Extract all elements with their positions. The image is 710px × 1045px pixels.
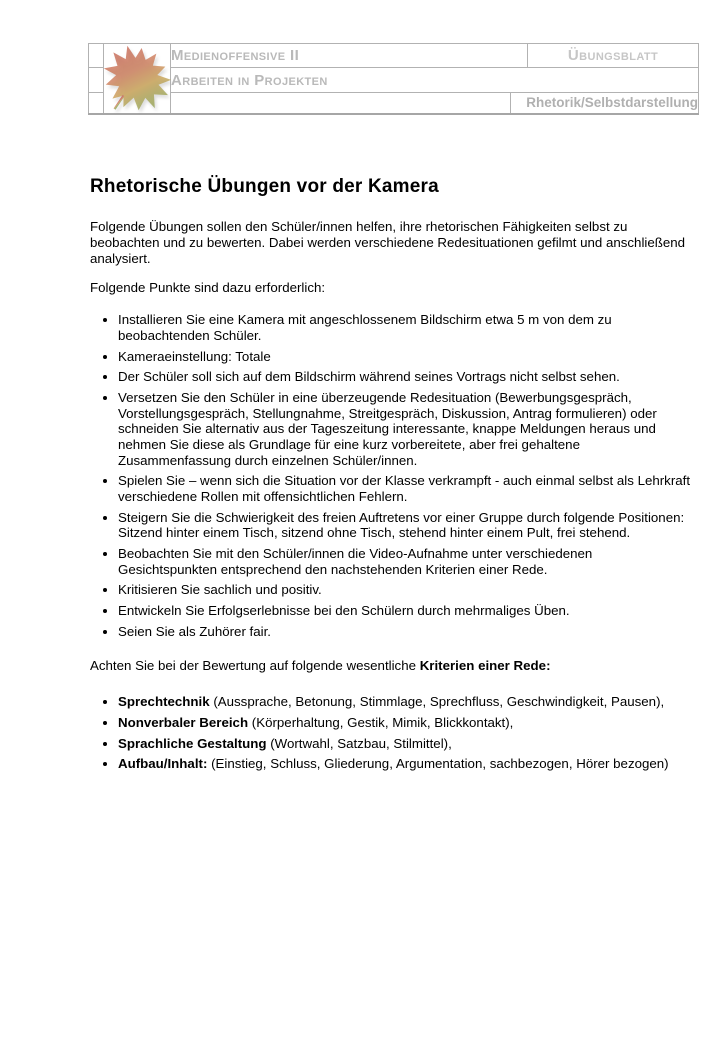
criteria-text: (Körperhaltung, Gestik, Mimik, Blickkontakt), — [251, 714, 514, 730]
points-heading: Folgende Punkte sind dazu erforderlich: — [90, 280, 326, 296]
point-item: • Spielen Sie – wenn sich die Situation vor der Klasse verkrampft - auch einmal selbst als Lehrkraft verschiedene Rollen mit offensichtlichen Fehlern. — [118, 473, 693, 504]
points-list — [90, 312, 693, 639]
project-title: Arbeiten in Projekten — [171, 68, 699, 93]
criteria-list — [90, 694, 693, 772]
document-body — [90, 176, 693, 777]
letterhead-empty-cell — [171, 93, 511, 114]
criteria-item — [118, 715, 693, 731]
maple-leaf-icon — [96, 44, 174, 118]
intro-paragraph: Folgende Übungen sollen den Schüler/innen helfen, ihre rhetorischen Fähigkeiten selbst zu beobachten und zu bewerten. Dabei werden verschiedene Redesituationen gefilmt und anschließend analysiert. — [90, 219, 686, 266]
criteria-lead: Sprachliche Gestaltung — [118, 735, 267, 751]
point-item: • Der Schüler soll sich auf dem Bildschirm während seines Vortrags nicht selbst sehen. — [118, 369, 693, 385]
criteria-item — [118, 736, 693, 752]
criteria-item — [118, 756, 693, 772]
logo-cell — [104, 44, 171, 114]
criteria-text: (Aussprache, Betonung, Stimmlage, Sprechfluss, Geschwindigkeit, Pausen), — [213, 694, 665, 710]
point-item: • Kritisieren Sie sachlich und positiv. — [118, 582, 693, 598]
program-title: Medienoffensive II — [171, 44, 528, 68]
criteria-lead: Sprechtechnik — [118, 694, 210, 710]
criteria-item — [118, 694, 693, 710]
point-item: • Steigern Sie die Schwierigkeit des freien Auftretens vor einer Gruppe durch folgende Positionen: Sitzend hinter einem Tisch, sitzend ohne Tisch, stehend hinter einem Pult, frei stehend. — [118, 510, 693, 541]
point-item: • Seien Sie als Zuhörer fair. — [118, 624, 693, 640]
page-title: Rhetorische Übungen vor der Kamera — [90, 176, 439, 197]
topic-label: Rhetorik/Selbstdarstellung — [511, 93, 699, 114]
criteria-lead: Aufbau/Inhalt: — [118, 756, 208, 772]
criteria-text: (Einstieg, Schluss, Gliederung, Argumentation, sachbezogen, Hörer bezogen) — [211, 756, 669, 772]
criteria-intro-bold: Kriterien einer Rede: — [419, 657, 551, 673]
criteria-intro — [90, 658, 693, 674]
worksheet-badge: Übungsblatt — [528, 44, 699, 68]
point-item: • Entwickeln Sie Erfolgserlebnisse bei den Schülern durch mehrmaliges Üben. — [118, 603, 693, 619]
point-item: • Kameraeinstellung: Totale — [118, 349, 693, 365]
point-item: • Beobachten Sie mit den Schüler/innen die Video-Aufnahme unter verschiedenen Gesichtspunkten entsprechend den nachstehenden Kriterien einer Rede. — [118, 546, 693, 577]
point-item: • Installieren Sie eine Kamera mit angeschlossenem Bildschirm etwa 5 m von dem zu beobachtenden Schüler. — [118, 312, 693, 343]
criteria-intro-text: Achten Sie bei der Bewertung auf folgende wesentliche — [90, 657, 416, 673]
criteria-lead: Nonverbaler Bereich — [118, 714, 249, 730]
letterhead-table — [88, 43, 699, 115]
criteria-text: (Wortwahl, Satzbau, Stilmittel), — [270, 735, 452, 751]
point-item: • Versetzen Sie den Schüler in eine überzeugende Redesituation (Bewerbungsgespräch, Vorstellungsgespräch, Stellungnahme, Streitgespräch, Diskussion, Antrag formulieren) oder schneiden Sie alternativ aus der Tageszeitung interessante, knappe Meldungen heraus und nehmen Sie diese als Grundlage für eine kurz vorbereitete, aber frei gehaltene Zusammenfassung durch einzelnen Schüler/innen. — [118, 390, 693, 468]
